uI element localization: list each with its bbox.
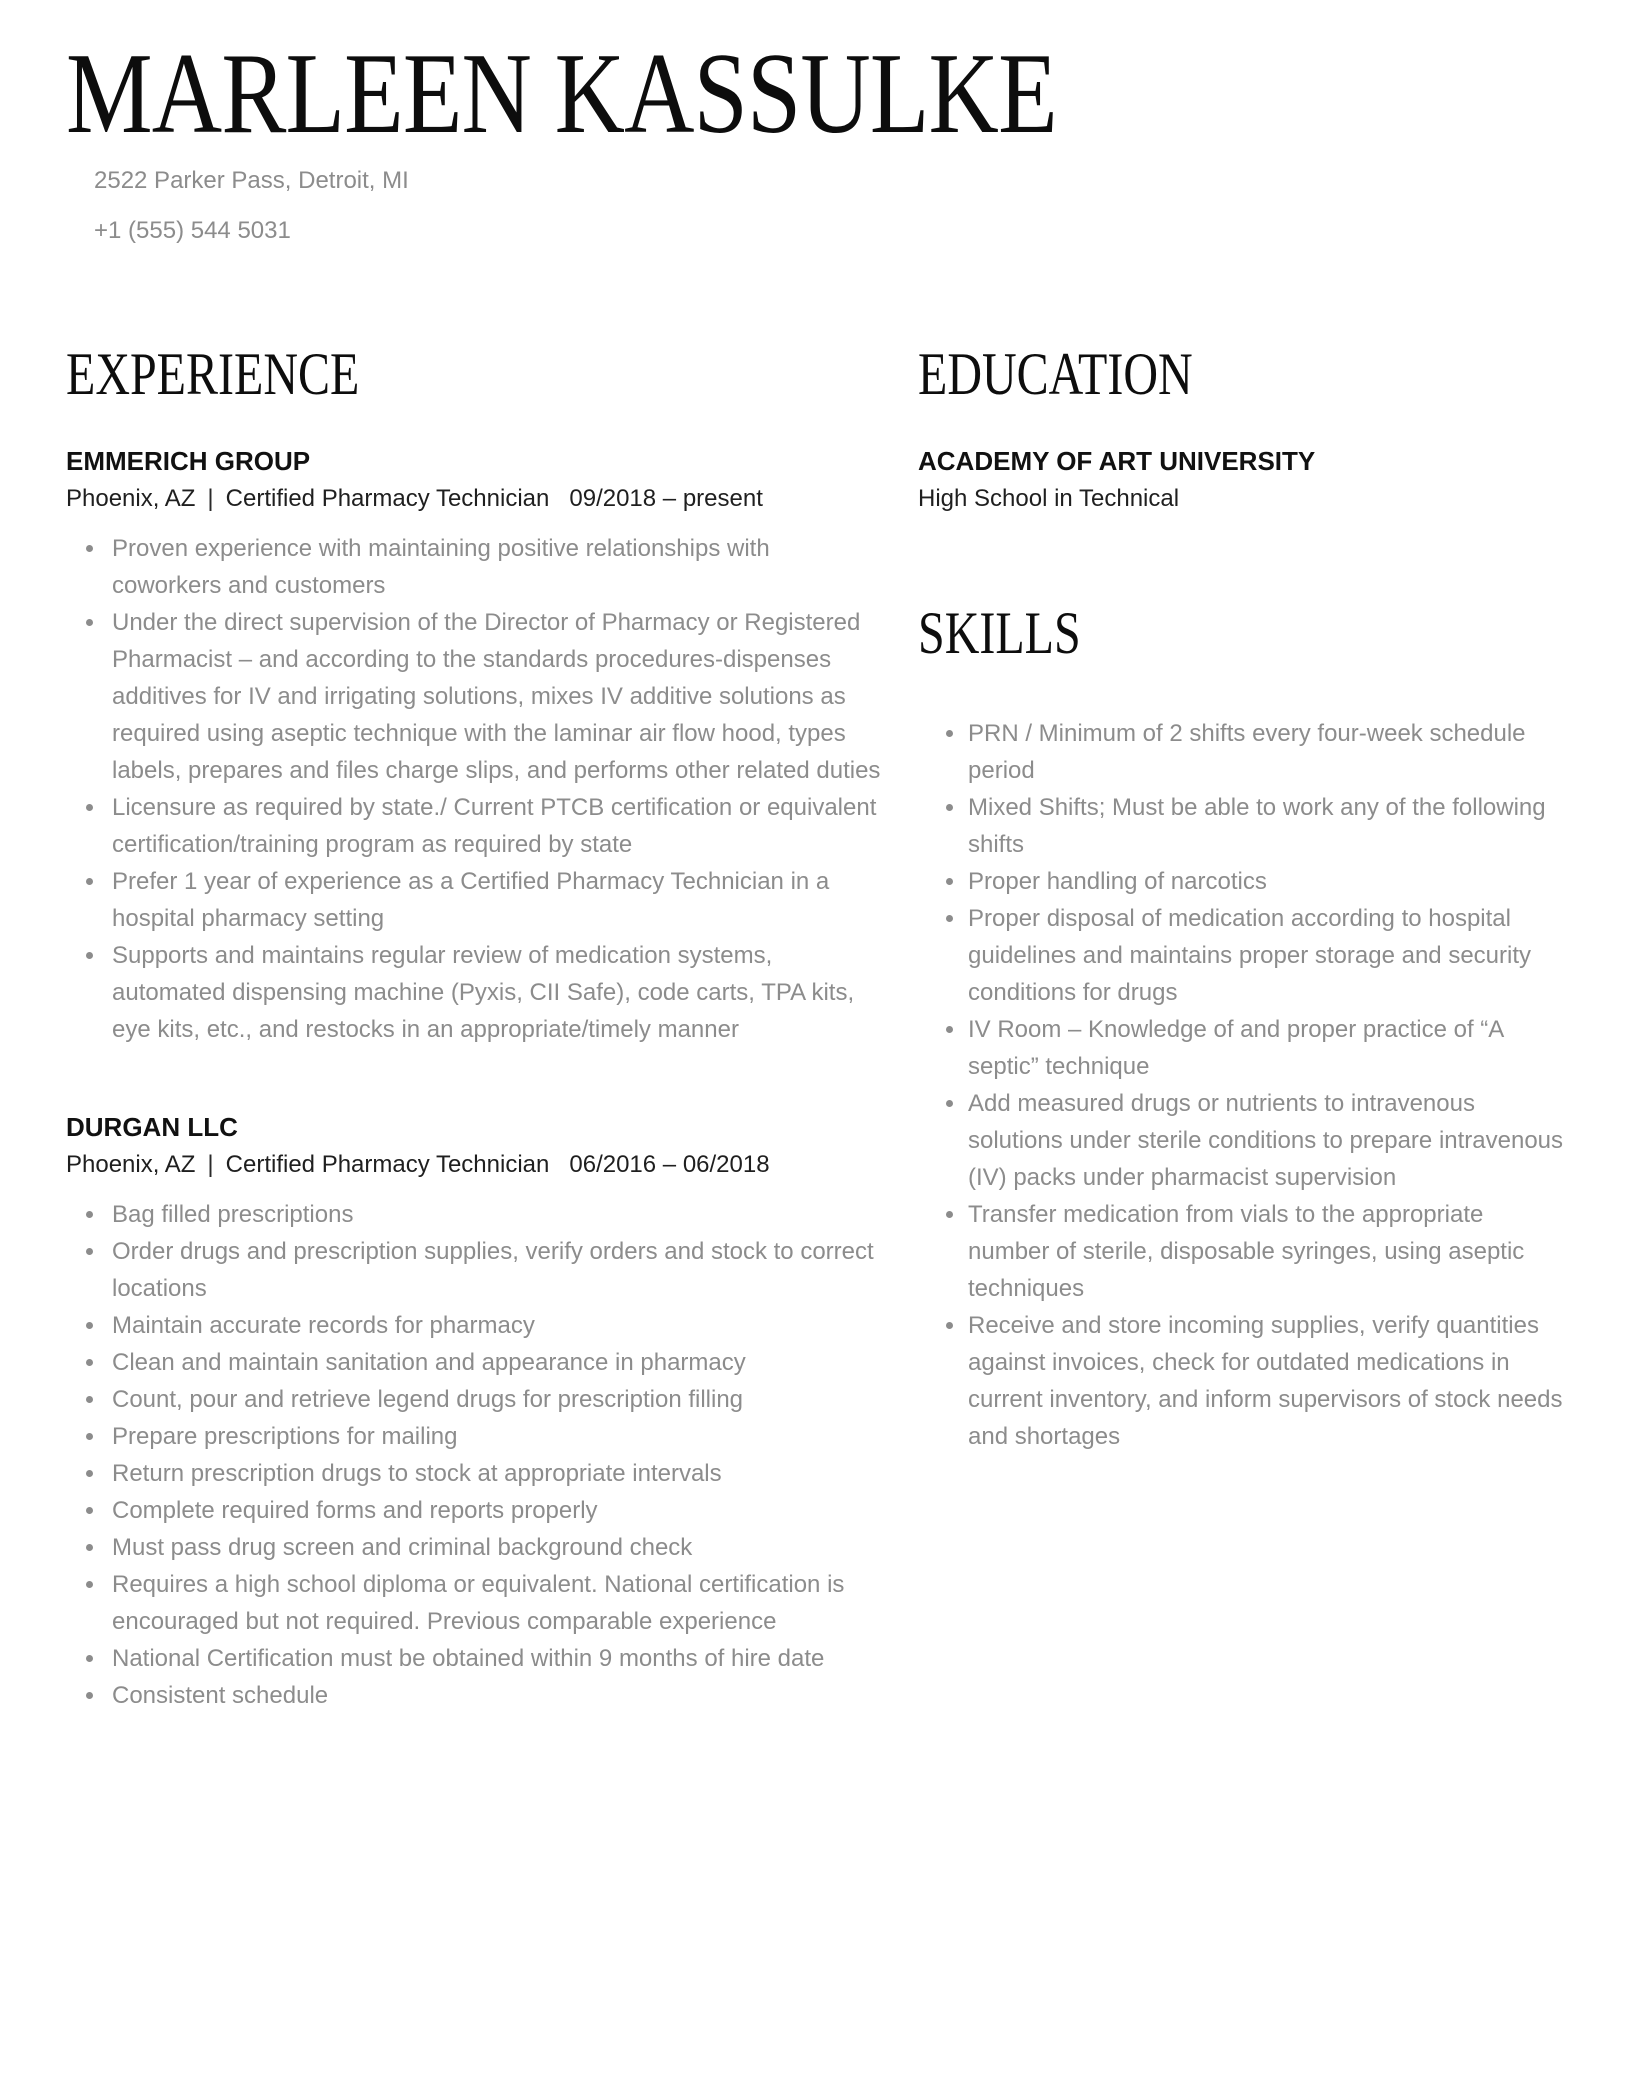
- bullet-item: Transfer medication from vials to the appropriate number of sterile, disposable syringes, using aseptic techniques: [918, 1196, 1570, 1307]
- job-bullet-list: [66, 530, 884, 1048]
- bullet-item: Proper handling of narcotics: [918, 863, 1570, 900]
- resume-columns: [66, 341, 1570, 1714]
- job-company-name: EMMERICH GROUP: [66, 446, 311, 476]
- bullet-item: Must pass drug screen and criminal background check: [66, 1529, 884, 1566]
- bullet-item: Complete required forms and reports properly: [66, 1492, 884, 1529]
- job-location: Phoenix, AZ: [66, 1151, 196, 1178]
- bullet-item: Requires a high school diploma or equivalent. National certification is encouraged but not required. Previous comparable experience: [66, 1566, 884, 1640]
- bullet-item: Bag filled prescriptions: [66, 1196, 884, 1233]
- experience-heading: [66, 341, 884, 407]
- candidate-name: MARLEEN KASSULKE: [66, 30, 1057, 158]
- bullet-item: Supports and maintains regular review of medication systems, automated dispensing machine (Pyxis, CII Safe), code carts, TPA kits, eye kits, etc., and restocks in an appropriate/timely manner: [66, 937, 884, 1048]
- education-heading: [918, 341, 1570, 407]
- job-meta-line: [66, 1150, 884, 1179]
- contact-phone: +1 (555) 544 5031: [94, 217, 291, 244]
- experience-heading-text: EXPERIENCE: [66, 341, 360, 407]
- bullet-item: Add measured drugs or nutrients to intravenous solutions under sterile conditions to prepare intravenous (IV) packs under pharmacist supervision: [918, 1085, 1570, 1196]
- meta-separator: |: [207, 1151, 214, 1178]
- bullet-item: Prefer 1 year of experience as a Certified Pharmacy Technician in a hospital pharmacy setting: [66, 863, 884, 937]
- bullet-item: Order drugs and prescription supplies, verify orders and stock to correct locations: [66, 1233, 884, 1307]
- job-company-name: DURGAN LLC: [66, 1112, 238, 1142]
- job-entry-emmerich: [66, 446, 884, 1048]
- skills-bullet-list: [918, 715, 1570, 1455]
- bullet-item: IV Room – Knowledge of and proper practice of “A septic” technique: [918, 1011, 1570, 1085]
- education-heading-text: EDUCATION: [918, 341, 1193, 407]
- job-title: Certified Pharmacy Technician: [225, 1151, 550, 1178]
- bullet-item: Return prescription drugs to stock at appropriate intervals: [66, 1455, 884, 1492]
- contact-address: 2522 Parker Pass, Detroit, MI: [94, 167, 409, 194]
- resume-header: [66, 30, 1570, 244]
- bullet-item: Mixed Shifts; Must be able to work any of the following shifts: [918, 789, 1570, 863]
- meta-separator: |: [207, 485, 214, 512]
- bullet-item: Consistent schedule: [66, 1677, 884, 1714]
- job-dates: 06/2016 – 06/2018: [569, 1151, 770, 1178]
- bullet-item: Licensure as required by state./ Current PTCB certification or equivalent certification/training program as required by state: [66, 789, 884, 863]
- bullet-item: PRN / Minimum of 2 shifts every four-week schedule period: [918, 715, 1570, 789]
- bullet-item: Clean and maintain sanitation and appearance in pharmacy: [66, 1344, 884, 1381]
- bullet-item: Maintain accurate records for pharmacy: [66, 1307, 884, 1344]
- contact-block: [66, 168, 1570, 244]
- skills-heading: [918, 600, 1570, 666]
- job-location: Phoenix, AZ: [66, 485, 196, 512]
- bullet-item: Receive and store incoming supplies, verify quantities against invoices, check for outdated medications in current inventory, and inform supervisors of stock needs and shortages: [918, 1307, 1570, 1455]
- bullet-item: Proper disposal of medication according to hospital guidelines and maintains proper storage and security conditions for drugs: [918, 900, 1570, 1011]
- job-entry-durgan: [66, 1112, 884, 1714]
- education-school-name: ACADEMY OF ART UNIVERSITY: [918, 446, 1316, 476]
- skills-heading-text: SKILLS: [918, 600, 1081, 666]
- job-dates: 09/2018 – present: [569, 485, 763, 512]
- education-entry: [918, 446, 1570, 513]
- education-skills-column: [918, 341, 1570, 1455]
- job-bullet-list: [66, 1196, 884, 1714]
- bullet-item: National Certification must be obtained within 9 months of hire date: [66, 1640, 884, 1677]
- job-meta-line: [66, 484, 884, 513]
- experience-column: [66, 341, 884, 1714]
- bullet-item: Under the direct supervision of the Director of Pharmacy or Registered Pharmacist – and according to the standards procedures-dispenses additives for IV and irrigating solutions, mixes IV additive solutions as required using aseptic technique with the laminar air flow hood, types labels, prepares and files charge slips, and performs other related duties: [66, 604, 884, 789]
- bullet-item: Proven experience with maintaining positive relationships with coworkers and customers: [66, 530, 884, 604]
- bullet-item: Prepare prescriptions for mailing: [66, 1418, 884, 1455]
- education-degree: High School in Technical: [918, 485, 1180, 512]
- bullet-item: Count, pour and retrieve legend drugs for prescription filling: [66, 1381, 884, 1418]
- job-title: Certified Pharmacy Technician: [225, 485, 550, 512]
